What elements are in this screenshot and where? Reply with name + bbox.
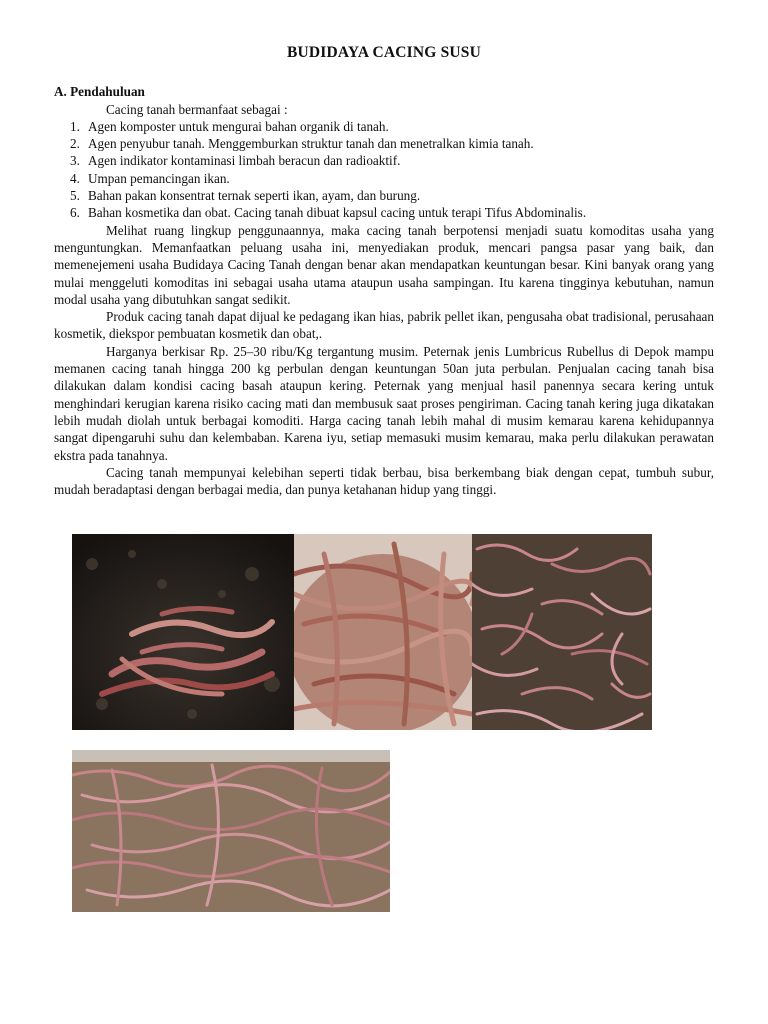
- list-text: Agen indikator kontaminasi limbah beracun dan radioaktif.: [88, 153, 401, 169]
- list-text: Bahan kosmetika dan obat. Cacing tanah dibuat kapsul cacing untuk terapi Tifus Abdominalis.: [88, 205, 587, 221]
- paragraph: Cacing tanah mempunyai kelebihan seperti tidak berbau, bisa berkembang biak dengan cepat, tumbuh subur, mudah beradaptasi dengan berbagai media, dan punya ketahanan hidup yang tinggi.: [54, 464, 714, 498]
- intro-text: Cacing tanah bermanfaat sebagai :: [106, 101, 288, 117]
- section-heading: A. Pendahuluan: [54, 84, 145, 100]
- document-page: [54, 44, 714, 498]
- document-title: BUDIDAYA CACING SUSU: [286, 44, 482, 61]
- benefits-list: [54, 118, 714, 222]
- list-number: 6.: [70, 205, 80, 221]
- earthworms-on-soil-photo: [72, 534, 294, 730]
- list-text: Umpan pemancingan ikan.: [88, 170, 230, 186]
- list-number: 5.: [70, 188, 80, 204]
- worm-cluster-image: [294, 534, 472, 730]
- paragraph: Harganya berkisar Rp. 25–30 ribu/Kg tergantung musim. Peternak jenis Lumbricus Rubellus di Depok mampu memanen cacing tanah hingga 200 kg perbulan dengan keuntungan 50an juta perbulan. Penjualan cacing tanah bisa dilakukan dalam kondisi cacing basah ataupun kering. Peternak yang menjual hasil panennya secara kering untuk menghindari kerugian karena risiko cacing mati dan membusuk saat proses pengiriman. Cacing tanah kering juga dikatakan lebih mudah diolah untuk berbagai komoditi. Harga cacing tanah lebih mahal di musim kemarau karena kehidupannya sangat dipengaruhi suhu dan kelembaban. Karena iyu, setiap memasuki musim kemarau, maka perlu dilakukan perawatan ekstra pada tanahnya.: [54, 343, 714, 463]
- worm-mass-image: [472, 534, 652, 730]
- harvested-worms-photo: [72, 750, 390, 912]
- paragraph: Produk cacing tanah dapat dijual ke pedagang ikan hias, pabrik pellet ikan, pengusaha obat tradisional, perusahaan kosmetik, diekspor pembuatan kosmetik dan obat,.: [54, 309, 714, 342]
- worm-mass-photo: [472, 534, 652, 730]
- list-number: 1.: [70, 118, 80, 134]
- list-item: [54, 187, 714, 204]
- worm-cluster-photo: [294, 534, 472, 730]
- earthworms-on-soil-image: [72, 534, 294, 730]
- list-number: 2.: [70, 136, 80, 152]
- list-text: Agen komposter untuk mengurai bahan organik di tanah.: [88, 118, 389, 134]
- list-item: [54, 118, 714, 135]
- list-number: 4.: [70, 170, 80, 186]
- list-text: Bahan pakan konsentrat ternak seperti ikan, ayam, dan burung.: [88, 188, 421, 204]
- list-item: [54, 204, 714, 221]
- list-text: Agen penyubur tanah. Menggemburkan struktur tanah dan menetralkan kimia tanah.: [88, 136, 534, 152]
- list-item: [54, 170, 714, 187]
- harvested-worms-image: [72, 750, 390, 912]
- paragraph: Melihat ruang lingkup penggunaannya, maka cacing tanah berpotensi menjadi suatu komoditas usaha yang menguntungkan. Memanfaatkan peluang usaha ini, menyediakan produk, mencari pangsa pasar yang baik, dan memenejemeni usaha Budidaya Cacing Tanah dengan benar akan mendapatkan keuntungan besar. Kini banyak orang yang mulai menggeluti komoditas ini sebagai usaha utama ataupun usaha sampingan. Itu karena tingginya kebutuhan, namun modal usaha yang dibutuhkan sangat sedikit.: [54, 222, 714, 307]
- list-item: [54, 135, 714, 152]
- list-number: 3.: [70, 153, 80, 169]
- list-item: [54, 152, 714, 169]
